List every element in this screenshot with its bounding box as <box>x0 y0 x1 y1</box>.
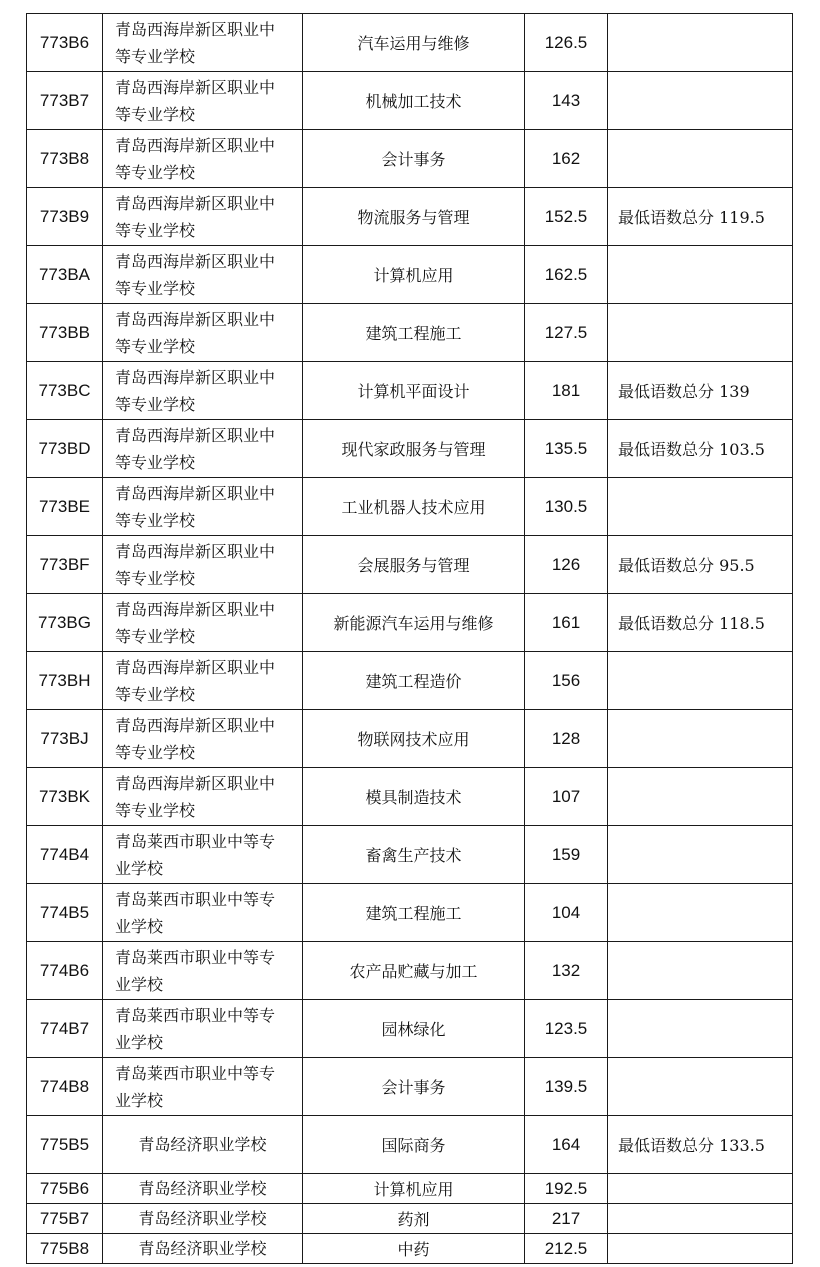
major-cell: 建筑工程造价 <box>303 652 525 710</box>
note-cell: 最低语数总分 119.5 <box>608 188 793 246</box>
major-cell: 国际商务 <box>303 1116 525 1174</box>
note-cell <box>608 826 793 884</box>
score-cell: 164 <box>525 1116 608 1174</box>
score-cell: 162.5 <box>525 246 608 304</box>
code-cell: 775B8 <box>27 1234 103 1264</box>
table-row <box>27 652 793 710</box>
score-cell: 126 <box>525 536 608 594</box>
score-cell: 143 <box>525 72 608 130</box>
table-row <box>27 536 793 594</box>
table-row <box>27 130 793 188</box>
major-cell: 模具制造技术 <box>303 768 525 826</box>
school-cell: 青岛莱西市职业中等专业学校 <box>103 884 303 942</box>
table-row <box>27 1000 793 1058</box>
note-cell <box>608 710 793 768</box>
score-cell: 217 <box>525 1204 608 1234</box>
code-cell: 773BB <box>27 304 103 362</box>
note-cell <box>608 884 793 942</box>
code-cell: 773B9 <box>27 188 103 246</box>
code-cell: 774B8 <box>27 1058 103 1116</box>
major-cell: 现代家政服务与管理 <box>303 420 525 478</box>
school-cell: 青岛西海岸新区职业中等专业学校 <box>103 594 303 652</box>
school-cell: 青岛经济职业学校 <box>103 1116 303 1174</box>
school-cell: 青岛西海岸新区职业中等专业学校 <box>103 768 303 826</box>
school-cell: 青岛西海岸新区职业中等专业学校 <box>103 14 303 72</box>
code-cell: 774B5 <box>27 884 103 942</box>
score-cell: 127.5 <box>525 304 608 362</box>
score-cell: 132 <box>525 942 608 1000</box>
major-cell: 建筑工程施工 <box>303 304 525 362</box>
score-cell: 126.5 <box>525 14 608 72</box>
school-cell: 青岛经济职业学校 <box>103 1174 303 1204</box>
code-cell: 773BK <box>27 768 103 826</box>
school-cell: 青岛莱西市职业中等专业学校 <box>103 826 303 884</box>
table-row <box>27 942 793 1000</box>
admission-score-table <box>26 13 793 1264</box>
score-cell: 123.5 <box>525 1000 608 1058</box>
school-cell: 青岛莱西市职业中等专业学校 <box>103 1000 303 1058</box>
note-cell <box>608 130 793 188</box>
table-row <box>27 420 793 478</box>
major-cell: 药剂 <box>303 1204 525 1234</box>
table-row <box>27 72 793 130</box>
note-cell <box>608 1000 793 1058</box>
note-cell: 最低语数总分 139 <box>608 362 793 420</box>
table-row <box>27 1174 793 1204</box>
school-cell: 青岛西海岸新区职业中等专业学校 <box>103 304 303 362</box>
table-row <box>27 1116 793 1174</box>
note-cell <box>608 72 793 130</box>
code-cell: 773BC <box>27 362 103 420</box>
major-cell: 中药 <box>303 1234 525 1264</box>
note-cell <box>608 246 793 304</box>
school-cell: 青岛经济职业学校 <box>103 1204 303 1234</box>
table-row <box>27 594 793 652</box>
code-cell: 773B7 <box>27 72 103 130</box>
note-cell <box>608 478 793 536</box>
score-cell: 181 <box>525 362 608 420</box>
table-row <box>27 826 793 884</box>
table-row <box>27 246 793 304</box>
code-cell: 773BD <box>27 420 103 478</box>
score-cell: 161 <box>525 594 608 652</box>
major-cell: 会计事务 <box>303 130 525 188</box>
code-cell: 773B8 <box>27 130 103 188</box>
note-cell <box>608 304 793 362</box>
score-cell: 162 <box>525 130 608 188</box>
major-cell: 工业机器人技术应用 <box>303 478 525 536</box>
major-cell: 新能源汽车运用与维修 <box>303 594 525 652</box>
school-cell: 青岛西海岸新区职业中等专业学校 <box>103 130 303 188</box>
school-cell: 青岛经济职业学校 <box>103 1234 303 1264</box>
code-cell: 775B6 <box>27 1174 103 1204</box>
table-body <box>27 14 793 1264</box>
table-row <box>27 304 793 362</box>
major-cell: 物联网技术应用 <box>303 710 525 768</box>
code-cell: 775B7 <box>27 1204 103 1234</box>
major-cell: 机械加工技术 <box>303 72 525 130</box>
major-cell: 建筑工程施工 <box>303 884 525 942</box>
score-cell: 212.5 <box>525 1234 608 1264</box>
major-cell: 计算机应用 <box>303 1174 525 1204</box>
table-row <box>27 478 793 536</box>
score-cell: 152.5 <box>525 188 608 246</box>
note-cell <box>608 1058 793 1116</box>
note-cell <box>608 942 793 1000</box>
major-cell: 会计事务 <box>303 1058 525 1116</box>
note-cell <box>608 1174 793 1204</box>
score-cell: 107 <box>525 768 608 826</box>
table-row <box>27 362 793 420</box>
code-cell: 774B4 <box>27 826 103 884</box>
school-cell: 青岛西海岸新区职业中等专业学校 <box>103 362 303 420</box>
school-cell: 青岛莱西市职业中等专业学校 <box>103 1058 303 1116</box>
note-cell <box>608 652 793 710</box>
code-cell: 773BH <box>27 652 103 710</box>
score-cell: 130.5 <box>525 478 608 536</box>
note-cell: 最低语数总分 133.5 <box>608 1116 793 1174</box>
school-cell: 青岛西海岸新区职业中等专业学校 <box>103 536 303 594</box>
major-cell: 计算机平面设计 <box>303 362 525 420</box>
code-cell: 773BE <box>27 478 103 536</box>
major-cell: 农产品贮藏与加工 <box>303 942 525 1000</box>
score-cell: 159 <box>525 826 608 884</box>
school-cell: 青岛西海岸新区职业中等专业学校 <box>103 72 303 130</box>
table-row <box>27 188 793 246</box>
note-cell <box>608 1234 793 1264</box>
score-cell: 128 <box>525 710 608 768</box>
major-cell: 畜禽生产技术 <box>303 826 525 884</box>
note-cell <box>608 768 793 826</box>
score-cell: 192.5 <box>525 1174 608 1204</box>
table-row <box>27 1204 793 1234</box>
table-row <box>27 884 793 942</box>
code-cell: 775B5 <box>27 1116 103 1174</box>
code-cell: 773BJ <box>27 710 103 768</box>
major-cell: 计算机应用 <box>303 246 525 304</box>
score-cell: 156 <box>525 652 608 710</box>
table-row <box>27 710 793 768</box>
school-cell: 青岛西海岸新区职业中等专业学校 <box>103 246 303 304</box>
table-row <box>27 14 793 72</box>
table-row <box>27 1234 793 1264</box>
note-cell <box>608 1204 793 1234</box>
note-cell: 最低语数总分 95.5 <box>608 536 793 594</box>
code-cell: 773BG <box>27 594 103 652</box>
score-cell: 139.5 <box>525 1058 608 1116</box>
code-cell: 774B7 <box>27 1000 103 1058</box>
note-cell <box>608 14 793 72</box>
score-cell: 104 <box>525 884 608 942</box>
school-cell: 青岛莱西市职业中等专业学校 <box>103 942 303 1000</box>
major-cell: 汽车运用与维修 <box>303 14 525 72</box>
code-cell: 774B6 <box>27 942 103 1000</box>
code-cell: 773BF <box>27 536 103 594</box>
school-cell: 青岛西海岸新区职业中等专业学校 <box>103 478 303 536</box>
school-cell: 青岛西海岸新区职业中等专业学校 <box>103 652 303 710</box>
major-cell: 园林绿化 <box>303 1000 525 1058</box>
score-cell: 135.5 <box>525 420 608 478</box>
note-cell: 最低语数总分 118.5 <box>608 594 793 652</box>
note-cell: 最低语数总分 103.5 <box>608 420 793 478</box>
major-cell: 会展服务与管理 <box>303 536 525 594</box>
school-cell: 青岛西海岸新区职业中等专业学校 <box>103 188 303 246</box>
table-row <box>27 1058 793 1116</box>
school-cell: 青岛西海岸新区职业中等专业学校 <box>103 420 303 478</box>
code-cell: 773B6 <box>27 14 103 72</box>
school-cell: 青岛西海岸新区职业中等专业学校 <box>103 710 303 768</box>
code-cell: 773BA <box>27 246 103 304</box>
major-cell: 物流服务与管理 <box>303 188 525 246</box>
table-row <box>27 768 793 826</box>
